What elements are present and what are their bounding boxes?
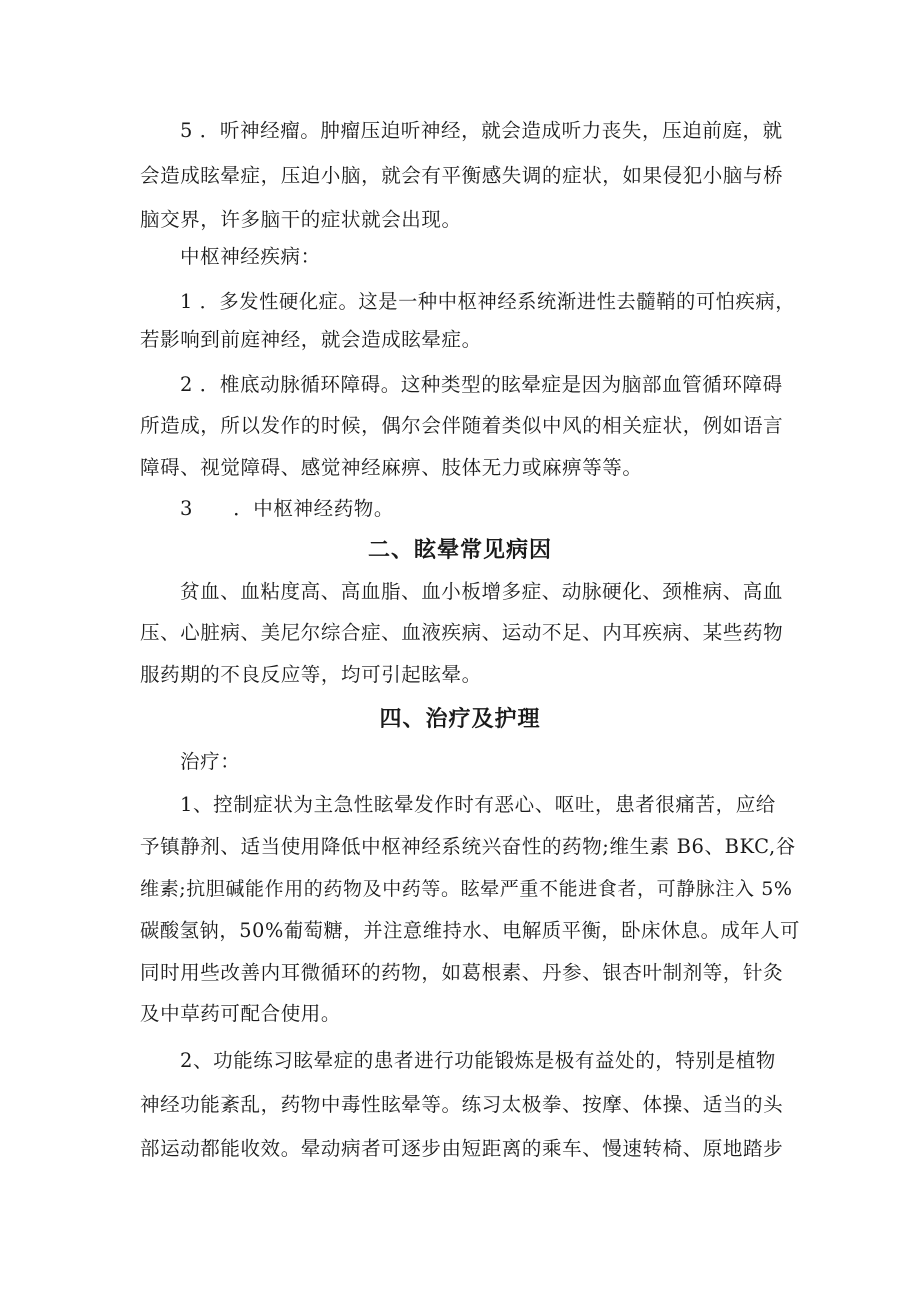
section-heading-treatment: 四、治疗及护理 <box>379 707 541 732</box>
text-line: 服药期的不良反应等，均可引起眩晕。 <box>140 663 482 686</box>
text-line: 神经功能紊乱，药物中毒性眩晕等。练习太极拳、按摩、体操、适当的头 <box>140 1093 784 1116</box>
text-line: 同时用些改善内耳微循环的药物，如葛根素、丹参、银杏叶制剂等，针灸 <box>140 961 784 984</box>
text-line: 维素;抗胆碱能作用的药物及中药等。眩晕严重不能进食者，可静脉注入 5% <box>140 878 793 900</box>
text-line: 贫血、血粘度高、高血脂、血小板增多症、动脉硬化、颈椎病、高血 <box>180 580 784 603</box>
text-line: 1、控制症状为主急性眩晕发作时有恶心、呕吐，患者很痛苦，应给 <box>180 793 776 816</box>
text-line: 障碍、视觉障碍、感觉神经麻痹、肢体无力或麻痹等等。 <box>140 456 643 479</box>
text-line: 治疗： <box>180 750 241 773</box>
text-line: 5 ．听神经瘤。肿瘤压迫听神经，就会造成听力丧失，压迫前庭，就 <box>180 119 783 142</box>
text-line: 压、心脏病、美尼尔综合症、血液疾病、运动不足、内耳疾病、某些药物 <box>140 621 784 644</box>
text-line: 脑交界，许多脑干的症状就会出现。 <box>140 208 462 231</box>
text-line: 3 ．中枢神经药物。 <box>180 497 395 520</box>
text-line: 会造成眩晕症，压迫小脑，就会有平衡感失调的症状，如果侵犯小脑与桥 <box>140 164 784 187</box>
text-line: 所造成，所以发作的时候，偶尔会伴随着类似中风的相关症状，例如语言 <box>140 414 784 437</box>
text-line: 若影响到前庭神经，就会造成眩晕症。 <box>140 328 482 351</box>
text-line: 1 ．多发性硬化症。这是一种中枢神经系统渐进性去髓鞘的可怕疾病， <box>180 290 796 313</box>
text-line: 及中草药可配合使用。 <box>140 1002 342 1025</box>
text-line: 碳酸氢钠，50%葡萄糖，并注意维持水、电解质平衡，卧床休息。成年人可 <box>140 919 800 942</box>
text-line: 予镇静剂、适当使用降低中枢神经系统兴奋性的药物;维生素 B6、BKC,谷 <box>140 835 796 858</box>
text-line: 部运动都能收效。晕动病者可逐步由短距离的乘车、慢速转椅、原地踏步 <box>140 1137 784 1160</box>
text-line: 2、功能练习眩晕症的患者进行功能锻炼是极有益处的，特别是植物 <box>180 1049 776 1072</box>
text-line: 2 ．椎底动脉循环障碍。这种类型的眩晕症是因为脑部血管循环障碍 <box>180 373 783 396</box>
text-line: 中枢神经疾病： <box>180 245 321 268</box>
section-heading-causes: 二、眩晕常见病因 <box>367 538 552 563</box>
